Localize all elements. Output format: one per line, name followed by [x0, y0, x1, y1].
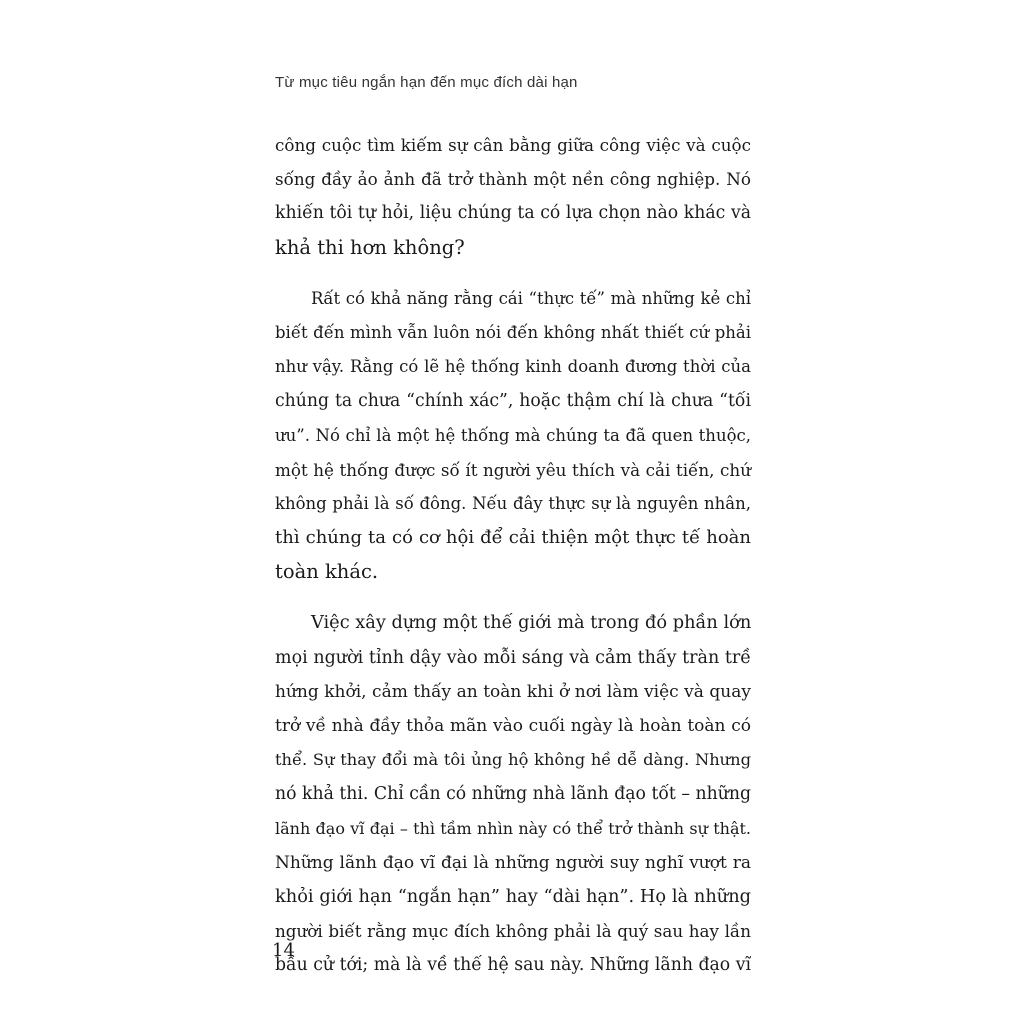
text-line: hứng khởi, cảm thấy an toàn khi ở nơi làm việc và quay	[275, 681, 751, 702]
text-line: toàn khác.	[275, 560, 379, 584]
text-line: biết đến mình vẫn luôn nói đến không nhất thiết cứ phải	[275, 322, 751, 342]
text-line: Việc xây dựng một thế giới mà trong đó phần lớn	[311, 613, 752, 634]
text-line: lãnh đạo vĩ đại – thì tầm nhìn này có thể trở thành sự thật.	[275, 818, 751, 838]
running-header: Từ mục tiêu ngắn hạn đến mục đích dài hạn	[275, 74, 578, 91]
text-line: thì chúng ta có cơ hội để cải thiện một thực tế hoàn	[275, 527, 751, 549]
text-line: trở về nhà đầy thỏa mãn vào cuối ngày là hoàn toàn có	[275, 716, 751, 736]
paragraph	[275, 128, 751, 265]
text-line: thể. Sự thay đổi mà tôi ủng hộ không hề dễ dàng. Nhưng	[275, 750, 751, 770]
paragraph	[275, 606, 751, 982]
text-line: Rất có khả năng rằng cái “thực tế” mà những kẻ chỉ	[311, 288, 751, 308]
text-line: không phải là số đông. Nếu đây thực sự là nguyên nhân,	[275, 493, 751, 513]
body-text	[275, 128, 751, 983]
text-line: khiến tôi tự hỏi, liệu chúng ta có lựa chọn nào khác và	[275, 203, 751, 224]
text-line: khỏi giới hạn “ngắn hạn” hay “dài hạn”. Họ là những	[275, 886, 751, 907]
paragraph-gap	[275, 589, 751, 606]
page-number: 14	[272, 940, 295, 961]
text-line: ưu”. Nó chỉ là một hệ thống mà chúng ta đã quen thuộc,	[275, 425, 751, 445]
paragraph	[275, 282, 751, 590]
text-line: mọi người tỉnh dậy vào mỗi sáng và cảm thấy tràn trề	[275, 647, 751, 668]
text-line: như vậy. Rằng có lẽ hệ thống kinh doanh đương thời của	[275, 357, 751, 377]
text-line: chúng ta chưa “chính xác”, hoặc thậm chí là chưa “tối	[275, 391, 751, 412]
paragraph-gap	[275, 265, 751, 282]
text-line: Những lãnh đạo vĩ đại là những người suy nghĩ vượt ra	[275, 852, 751, 873]
text-line: nó khả thi. Chỉ cần có những nhà lãnh đạo tốt – những	[275, 784, 751, 805]
text-line: một hệ thống được số ít người yêu thích và cải tiến, chứ	[275, 459, 751, 480]
text-line: người biết rằng mục đích không phải là quý sau hay lần	[275, 921, 751, 942]
text-line: khả thi hơn không?	[275, 235, 465, 259]
text-line: công cuộc tìm kiếm sự cân bằng giữa công việc và cuộc	[275, 135, 751, 155]
text-line: sống đầy ảo ảnh đã trở thành một nền công nghiệp. Nó	[275, 169, 751, 190]
text-line: bầu cử tới; mà là về thế hệ sau này. Những lãnh đạo vĩ	[275, 955, 751, 976]
